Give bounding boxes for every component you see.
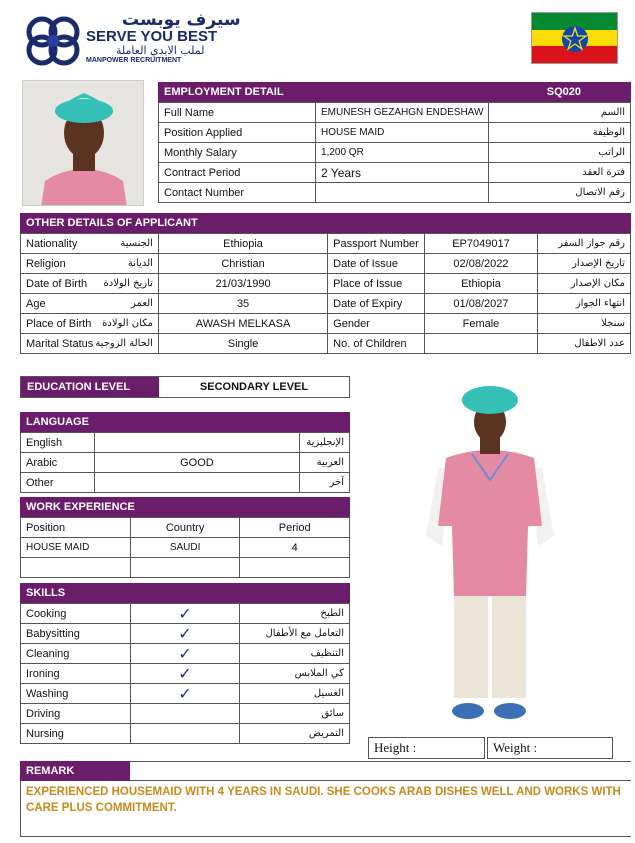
- skill-label: Washing: [21, 684, 131, 704]
- field-label-arabic: االسم: [489, 103, 631, 123]
- skill-label-arabic: الطبخ: [240, 604, 350, 624]
- field-label: Contact Number: [159, 183, 316, 203]
- work-country: [130, 558, 240, 578]
- language-row: [21, 473, 350, 493]
- field-label-arabic: رقم جواز السفر: [538, 234, 631, 254]
- field-value: AWASH MELKASA: [158, 314, 327, 334]
- checkmark-icon: ✓: [178, 604, 192, 623]
- field-label-arabic: سنجلا: [538, 314, 631, 334]
- field-label-arabic: فترة العقد: [489, 163, 631, 183]
- skill-row: [21, 704, 350, 724]
- skill-row: [21, 644, 350, 664]
- skill-check-cell: [130, 724, 239, 744]
- field-label: Place of Issue: [328, 274, 425, 294]
- field-value: Single: [158, 334, 327, 354]
- employment-detail-title: EMPLOYMENT DETAIL: [164, 86, 284, 98]
- skill-label: Driving: [21, 704, 131, 724]
- work-period: 4: [240, 538, 350, 558]
- field-value: [424, 334, 537, 354]
- work-experience-section: [20, 497, 350, 578]
- flag-star-emblem-icon: [560, 24, 590, 54]
- field-label: Place of Birth مكان الولادة: [21, 314, 159, 334]
- language-label: Other: [21, 473, 95, 493]
- height-field: Height :: [368, 737, 485, 759]
- work-row: [21, 538, 350, 558]
- work-row: [21, 558, 350, 578]
- field-value: Ethiopia: [158, 234, 327, 254]
- field-value: 01/08/2027: [424, 294, 537, 314]
- full-name-value: EMUNESH GEZAHGN ENDESHAW: [316, 103, 489, 123]
- other-details-row: [21, 294, 631, 314]
- field-label-arabic: الراتب: [489, 143, 631, 163]
- field-value: Female: [424, 314, 537, 334]
- field-label: Contract Period: [159, 163, 316, 183]
- skill-label: Cooking: [21, 604, 131, 624]
- field-label-arabic: انتهاء الجواز: [538, 294, 631, 314]
- field-label-arabic: رقم الاتصال: [489, 183, 631, 203]
- language-title: LANGUAGE: [20, 412, 350, 432]
- company-arabic-name: سيرف يوبست: [122, 10, 241, 30]
- language-label-arabic: العربية: [299, 453, 349, 473]
- company-logo: [24, 10, 254, 70]
- employment-row-full-name: [159, 103, 631, 123]
- skill-label-arabic: التنظيف: [240, 644, 350, 664]
- remark-text: EXPERIENCED HOUSEMAID WITH 4 YEARS IN SAUDI. SHE COOKS ARAB DISHES WELL AND WORKS WITH CARE PLUS COMMITMENT.: [20, 781, 631, 837]
- skill-label-arabic: التعامل مع الأطفال: [240, 624, 350, 644]
- field-label: Age العمر: [21, 294, 159, 314]
- language-level: [94, 473, 299, 493]
- skill-check-cell: [130, 664, 239, 684]
- ethiopia-flag: [531, 12, 618, 64]
- field-value: Ethiopia: [424, 274, 537, 294]
- other-details-row: [21, 254, 631, 274]
- other-details-row: [21, 314, 631, 334]
- work-period: [240, 558, 350, 578]
- skill-row: [21, 684, 350, 704]
- language-level: [94, 433, 299, 453]
- skill-label-arabic: الغسيل: [240, 684, 350, 704]
- field-label: Date of Birth تاريخ الولادة: [21, 274, 159, 294]
- applicant-full-body-photo: [410, 376, 570, 726]
- checkmark-icon: ✓: [178, 644, 192, 663]
- skill-check-cell: [130, 684, 239, 704]
- field-value: 21/03/1990: [158, 274, 327, 294]
- skill-label: Babysitting: [21, 624, 131, 644]
- employment-row-contract: [159, 163, 631, 183]
- field-label: Gender: [328, 314, 425, 334]
- skills-title: SKILLS: [20, 583, 350, 603]
- field-label-arabic: الوظيفة: [489, 123, 631, 143]
- skill-row: [21, 724, 350, 744]
- education-section: [20, 376, 350, 398]
- checkmark-icon: ✓: [178, 624, 192, 643]
- work-position: [21, 558, 131, 578]
- company-name: SERVE YOU BEST: [86, 28, 218, 45]
- company-sub: MANPOWER RECRUITMENT: [86, 57, 182, 64]
- field-label: Position Applied: [159, 123, 316, 143]
- column-header: Country: [130, 518, 240, 538]
- language-row: [21, 433, 350, 453]
- column-header: Position: [21, 518, 131, 538]
- company-arabic-sub: لملب الايدي العاملة: [116, 44, 205, 57]
- position-value: HOUSE MAID: [316, 123, 489, 143]
- salary-value: 1,200 QR: [316, 143, 489, 163]
- checkmark-icon: ✓: [178, 664, 192, 683]
- skill-row: [21, 624, 350, 644]
- field-label: Full Name: [159, 103, 316, 123]
- skill-check-cell: [130, 624, 239, 644]
- field-label: Religion الديانة: [21, 254, 159, 274]
- education-title: EDUCATION LEVEL: [21, 377, 159, 397]
- field-label-arabic: تاريخ الإصدار: [538, 254, 631, 274]
- skill-label-arabic: سائق: [240, 704, 350, 724]
- field-value: 02/08/2022: [424, 254, 537, 274]
- weight-field: Weight :: [487, 737, 613, 759]
- reference-code: SQ020: [546, 86, 581, 98]
- skill-check-cell: [130, 704, 239, 724]
- work-country: SAUDI: [130, 538, 240, 558]
- skill-label-arabic: كي الملابس: [240, 664, 350, 684]
- education-value: SECONDARY LEVEL: [199, 381, 309, 393]
- contact-value: [316, 183, 489, 203]
- skill-label: Ironing: [21, 664, 131, 684]
- work-header-row: [21, 518, 350, 538]
- language-label: Arabic: [21, 453, 95, 473]
- field-label: Date of Expiry: [328, 294, 425, 314]
- other-details-title: OTHER DETAILS OF APPLICANT: [20, 213, 631, 233]
- field-label: No. of Children: [328, 334, 425, 354]
- skill-row: [21, 604, 350, 624]
- field-label: Date of Issue: [328, 254, 425, 274]
- language-label-arabic: آخر: [299, 473, 349, 493]
- field-value: Christian: [158, 254, 327, 274]
- field-value: 35: [158, 294, 327, 314]
- employment-row-contact: [159, 183, 631, 203]
- language-label-arabic: الإنجليزية: [299, 433, 349, 453]
- checkmark-icon: ✓: [178, 684, 192, 703]
- other-details-row: [21, 274, 631, 294]
- field-label: Nationality الجنسية: [21, 234, 159, 254]
- skill-label: Nursing: [21, 724, 131, 744]
- field-label: Passport Number: [328, 234, 425, 254]
- other-details-section: [20, 213, 631, 354]
- column-header: Period: [240, 518, 350, 538]
- field-label: Marital Status الحالة الزوجية: [21, 334, 159, 354]
- skill-check-cell: [130, 604, 239, 624]
- field-value: EP7049017: [424, 234, 537, 254]
- work-experience-title: WORK EXPERIENCE: [20, 497, 350, 517]
- language-section: [20, 412, 350, 493]
- skill-check-cell: [130, 644, 239, 664]
- field-label: Monthly Salary: [159, 143, 316, 163]
- remark-title: REMARK: [20, 761, 130, 781]
- employment-detail-section: [158, 82, 631, 203]
- applicant-portrait: [22, 80, 144, 206]
- logo-mark-icon: [24, 14, 84, 66]
- work-position: HOUSE MAID: [21, 538, 131, 558]
- field-label-arabic: مكان الإصدار: [538, 274, 631, 294]
- language-label: English: [21, 433, 95, 453]
- field-label-arabic: عدد الاطفال: [538, 334, 631, 354]
- other-details-row: [21, 334, 631, 354]
- employment-row-salary: [159, 143, 631, 163]
- skill-row: [21, 664, 350, 684]
- language-level: GOOD: [94, 453, 299, 473]
- employment-row-position: [159, 123, 631, 143]
- skill-label: Cleaning: [21, 644, 131, 664]
- skills-section: [20, 583, 350, 744]
- contract-value: 2 Years: [316, 163, 489, 183]
- skill-label-arabic: التمريض: [240, 724, 350, 744]
- other-details-row: [21, 234, 631, 254]
- language-row: [21, 453, 350, 473]
- remark-section: [20, 761, 631, 837]
